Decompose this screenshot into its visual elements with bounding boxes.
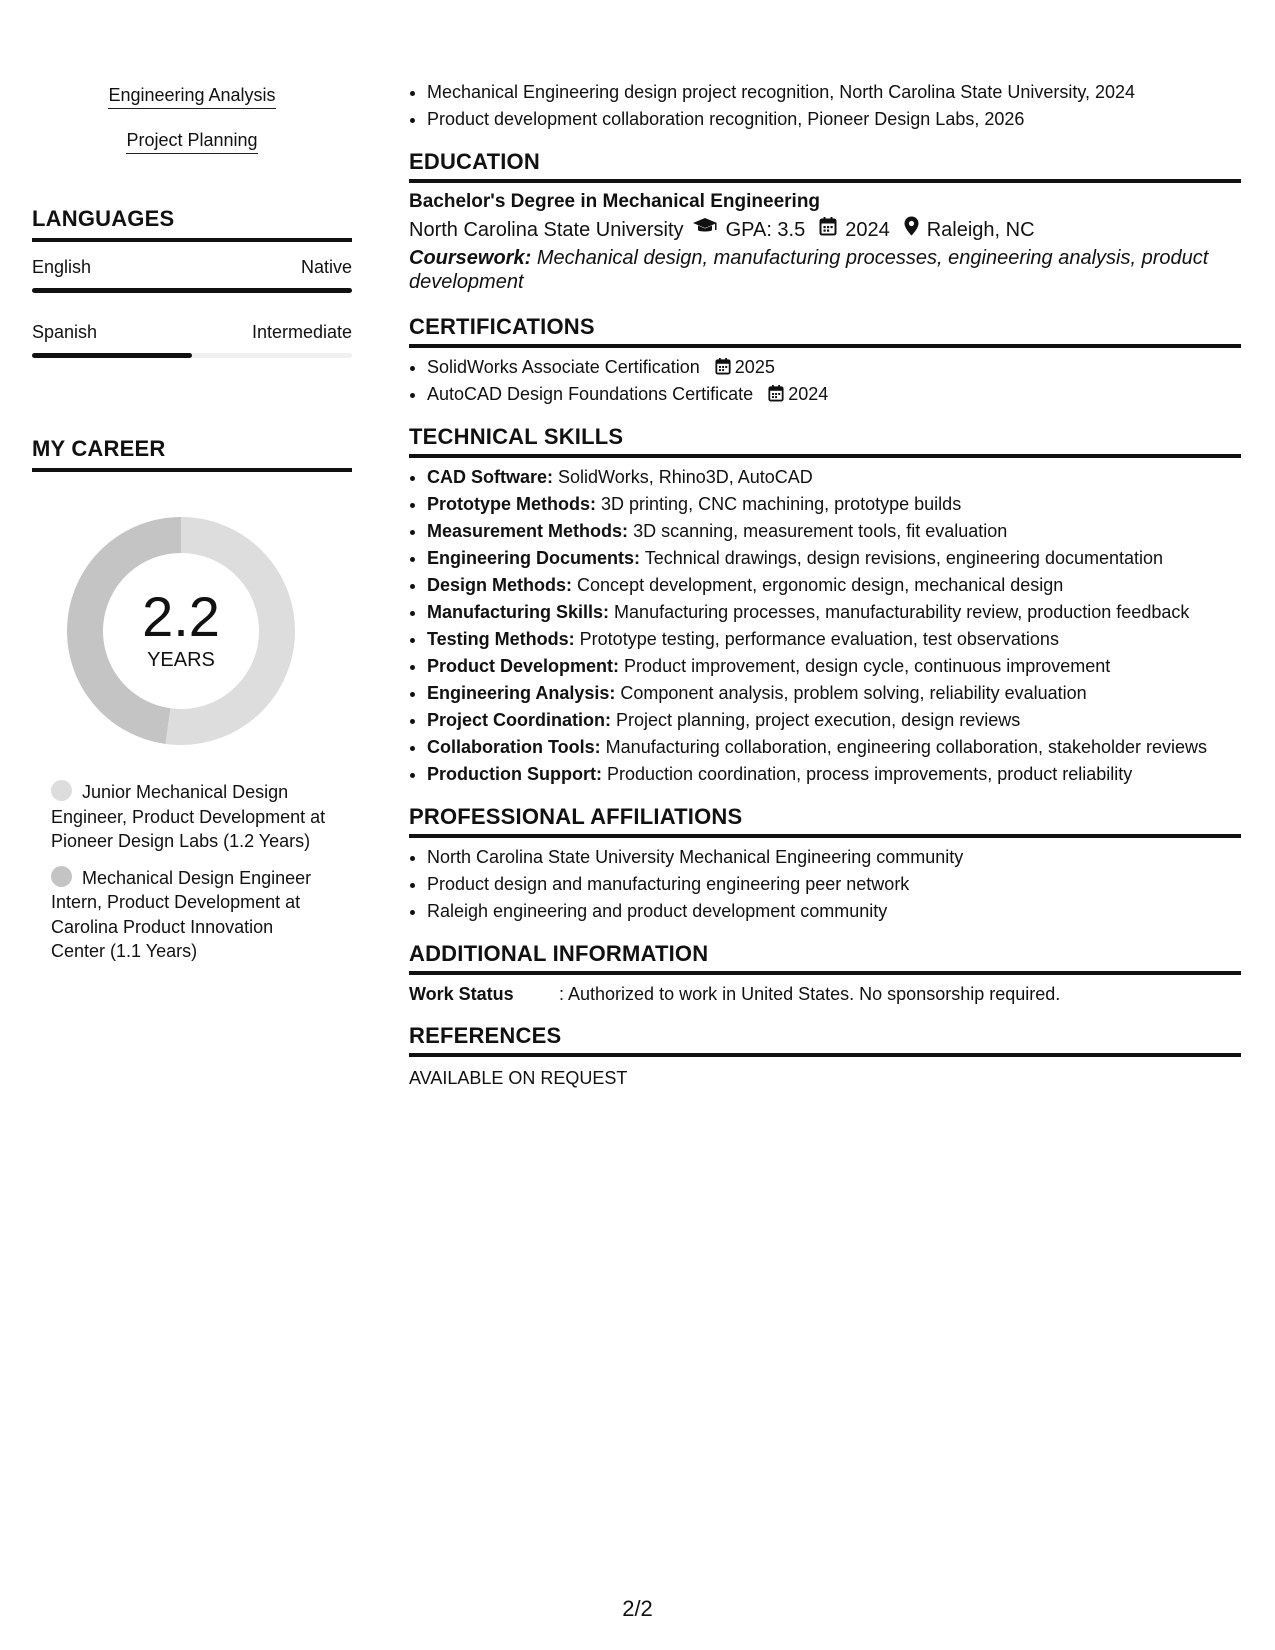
skill-label: Engineering Analysis: (427, 683, 616, 703)
award-item: • Product development collaboration recognition, Pioneer Design Labs, 2026 (427, 106, 1241, 133)
certification-name: AutoCAD Design Foundations Certificate (427, 384, 754, 404)
skill-label: Measurement Methods: (427, 521, 629, 541)
references-section (409, 1023, 1241, 1091)
coursework-text: Mechanical design, manufacturing processes, engineering analysis, product development (409, 247, 1209, 293)
coursework-label: Coursework: (409, 247, 532, 269)
career-legend-dot (51, 866, 72, 887)
skill-item (427, 761, 1241, 788)
skill-label: Production Support: (427, 764, 602, 784)
skill-item (427, 707, 1241, 734)
skill-tag: Project Planning (126, 129, 257, 154)
skill-value: Technical drawings, design revisions, engineering documentation (644, 548, 1164, 568)
education-heading: EDUCATION (409, 149, 1241, 183)
skill-item (427, 572, 1241, 599)
skill-label: CAD Software: (427, 467, 554, 487)
education-meta (409, 215, 1241, 245)
skill-tag: Engineering Analysis (108, 84, 275, 109)
affiliations-heading: PROFESSIONAL AFFILIATIONS (409, 804, 1241, 838)
graduation-year: 2024 (845, 219, 890, 241)
languages-section (32, 206, 352, 358)
language-row (32, 256, 352, 293)
certification-year: 2025 (734, 357, 775, 377)
skill-item (427, 545, 1241, 572)
technical-skills-list (409, 464, 1241, 788)
main-content (409, 79, 1241, 1091)
languages-heading: LANGUAGES (32, 206, 352, 242)
page-number: 2/2 (622, 1596, 653, 1621)
career-item (51, 866, 326, 964)
language-name: English (32, 257, 92, 277)
affiliations-list (409, 844, 1241, 925)
skill-item (427, 599, 1241, 626)
map-pin-icon (904, 215, 919, 245)
language-row (32, 321, 352, 358)
career-donut-chart (66, 516, 296, 746)
coursework (409, 246, 1241, 294)
skill-item (427, 464, 1241, 491)
calendar-icon (768, 381, 784, 408)
skill-value: 3D scanning, measurement tools, fit evaluation (633, 521, 1008, 541)
skill-value: Prototype testing, performance evaluation, test observations (579, 629, 1059, 649)
technical-skills-heading: TECHNICAL SKILLS (409, 424, 1241, 458)
affiliation-item: • Product design and manufacturing engineering peer network (427, 871, 1241, 898)
language-level: Native (300, 257, 352, 277)
skill-item (427, 680, 1241, 707)
awards-list (409, 79, 1241, 133)
career-item-text: Mechanical Design Engineer Intern, Product Development at Carolina Product Innovation Center (1.1 Years) (51, 867, 312, 961)
skill-value: Project planning, project execution, design reviews (616, 710, 1021, 730)
skill-value: Component analysis, problem solving, reliability evaluation (620, 683, 1087, 703)
technical-skills-section (409, 424, 1241, 788)
gpa: GPA: 3.5 (725, 219, 806, 241)
additional-info-section (409, 941, 1241, 1007)
career-item-text: Junior Mechanical Design Engineer, Product Development at Pioneer Design Labs (1.2 Years) (51, 782, 326, 851)
affiliation-item: • Raleigh engineering and product development community (427, 898, 1241, 925)
sidebar (32, 84, 352, 964)
language-proficiency-fill (32, 353, 192, 358)
degree-title: Bachelor's Degree in Mechanical Engineering (409, 191, 821, 212)
work-status-row (409, 981, 1241, 1007)
skill-item (427, 626, 1241, 653)
work-status-value: : Authorized to work in United States. No sponsorship required. (559, 984, 1061, 1004)
references-heading: REFERENCES (409, 1023, 1241, 1057)
language-proficiency-fill (32, 288, 352, 293)
career-list (51, 780, 326, 964)
award-item: • Mechanical Engineering design project recognition, North Carolina State University, 2024 (427, 79, 1241, 106)
certification-name: SolidWorks Associate Certification (427, 357, 700, 377)
skill-value: Product improvement, design cycle, continuous improvement (624, 656, 1111, 676)
skill-item (427, 653, 1241, 680)
skill-value: Manufacturing processes, manufacturability review, production feedback (614, 602, 1190, 622)
career-legend-dot (51, 780, 72, 801)
skill-label: Testing Methods: (427, 629, 575, 649)
certification-year: 2024 (788, 384, 829, 404)
certification-item (427, 381, 1241, 408)
skill-label: Manufacturing Skills: (427, 602, 610, 622)
calendar-icon (715, 354, 731, 381)
skill-label: Project Coordination: (427, 710, 611, 730)
language-proficiency-bar (32, 288, 352, 293)
skill-value: SolidWorks, Rhino3D, AutoCAD (558, 467, 813, 487)
skill-item (427, 491, 1241, 518)
school-location: Raleigh, NC (926, 219, 1035, 241)
career-total-unit: YEARS (147, 649, 215, 671)
education-section (409, 149, 1241, 294)
language-proficiency-bar (32, 353, 352, 358)
skill-label: Design Methods: (427, 575, 573, 595)
school-name: North Carolina State University (409, 219, 684, 241)
references-text: AVAILABLE ON REQUEST (409, 1068, 628, 1088)
language-level: Intermediate (251, 322, 352, 342)
work-status-label: Work Status (409, 984, 514, 1004)
career-total-years: 2.2 (142, 585, 220, 648)
affiliation-item: • North Carolina State University Mechanical Engineering community (427, 844, 1241, 871)
career-heading: MY CAREER (32, 436, 352, 472)
skill-label: Engineering Documents: (427, 548, 641, 568)
skill-item (427, 518, 1241, 545)
skill-label: Prototype Methods: (427, 494, 596, 514)
career-item (51, 780, 326, 854)
certifications-section (409, 314, 1241, 408)
skill-value: 3D printing, CNC machining, prototype builds (601, 494, 962, 514)
certifications-heading: CERTIFICATIONS (409, 314, 1241, 348)
certifications-list (409, 354, 1241, 408)
calendar-icon (819, 215, 837, 245)
skill-label: Collaboration Tools: (427, 737, 601, 757)
affiliations-section (409, 804, 1241, 925)
skill-label: Product Development: (427, 656, 620, 676)
career-section (32, 436, 352, 964)
skill-value: Concept development, ergonomic design, mechanical design (577, 575, 1064, 595)
additional-info-heading: ADDITIONAL INFORMATION (409, 941, 1241, 975)
language-name: Spanish (32, 322, 98, 342)
certification-item (427, 354, 1241, 381)
skill-value: Manufacturing collaboration, engineering collaboration, stakeholder reviews (605, 737, 1208, 757)
skill-value: Production coordination, process improvements, product reliability (607, 764, 1133, 784)
graduation-cap-icon (692, 215, 718, 245)
skill-item (427, 734, 1241, 761)
